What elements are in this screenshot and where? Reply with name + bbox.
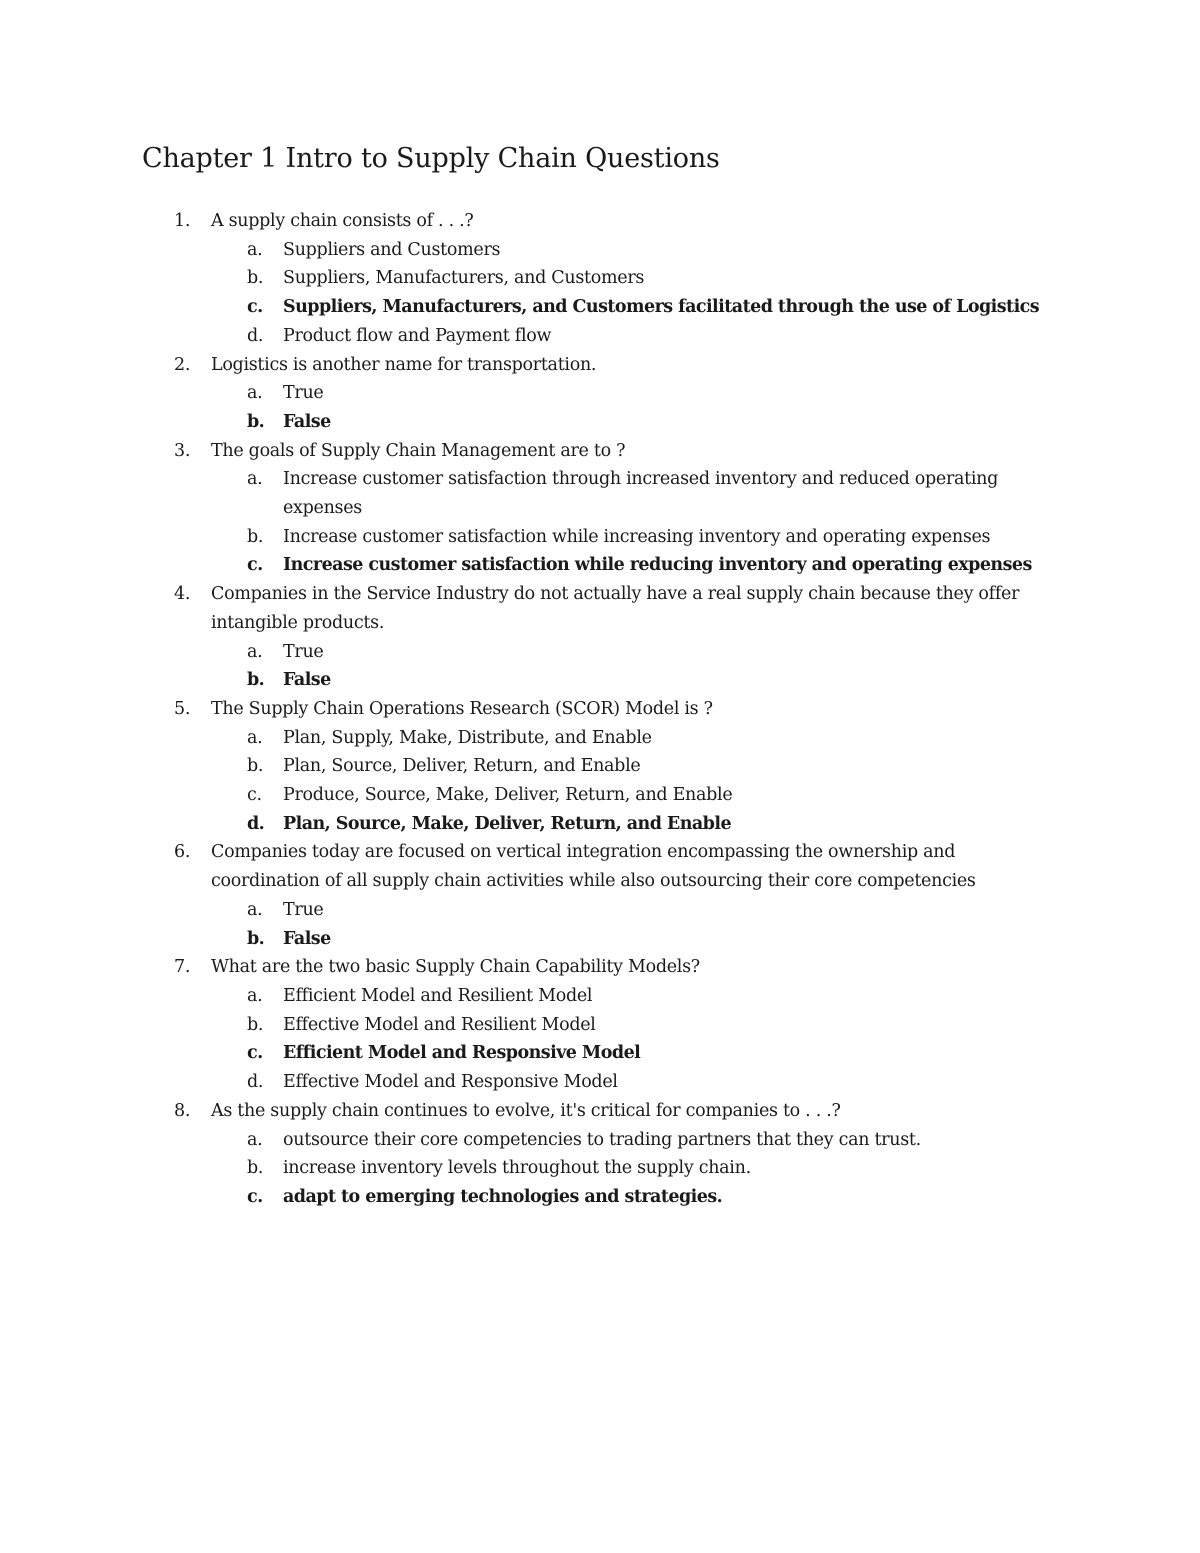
question-row <box>0 351 1200 380</box>
answer-option-correct <box>0 1039 1200 1068</box>
option-text: True <box>283 641 324 662</box>
question-text: The Supply Chain Operations Research (SCOR) Model is ? <box>211 698 713 719</box>
question-text: What are the two basic Supply Chain Capability Models? <box>211 957 700 978</box>
option-letter: b. <box>247 1014 264 1035</box>
answer-options <box>0 1126 1200 1212</box>
question-number: 2. <box>174 354 191 375</box>
answer-options <box>0 982 1200 1097</box>
option-letter: b. <box>247 1158 264 1179</box>
question-item <box>0 580 1200 695</box>
answer-options <box>0 236 1200 351</box>
question-row <box>0 838 1200 895</box>
question-text: A supply chain consists of . . .? <box>211 211 474 231</box>
answer-option-correct <box>0 810 1200 839</box>
option-letter: b. <box>247 268 264 289</box>
question-text: Companies today are focused on vertical integration encompassing the ownership and coordination of all supply chain activities while also outsourcing their core competencies <box>211 842 976 892</box>
question-text: The goals of Supply Chain Management are to ? <box>211 440 626 461</box>
option-letter: d. <box>247 325 264 346</box>
question-row <box>0 953 1200 982</box>
question-list <box>0 207 1200 1212</box>
option-text: Suppliers, Manufacturers, and Customers <box>283 268 645 289</box>
option-letter: a. <box>247 641 263 662</box>
question-text: Logistics is another name for transportation. <box>211 354 597 375</box>
answer-option <box>0 982 1200 1011</box>
option-text: Product flow and Payment flow <box>283 325 552 346</box>
option-text: Plan, Supply, Make, Distribute, and Enable <box>283 727 652 748</box>
answer-options <box>0 638 1200 695</box>
answer-options <box>0 465 1200 580</box>
answer-option-correct <box>0 666 1200 695</box>
question-number: 6. <box>174 842 191 863</box>
answer-option-correct <box>0 551 1200 580</box>
option-letter: b. <box>247 928 265 949</box>
option-letter: d. <box>247 1072 264 1093</box>
option-text: False <box>283 928 331 949</box>
question-number: 7. <box>174 957 191 978</box>
answer-option <box>0 465 1200 522</box>
question-item <box>0 351 1200 437</box>
option-text: True <box>283 899 324 920</box>
question-number: 3. <box>174 440 191 461</box>
question-row <box>0 207 1200 236</box>
option-text: Increase customer satisfaction while reducing inventory and operating expenses <box>283 555 1032 576</box>
answer-option <box>0 1011 1200 1040</box>
answer-option <box>0 264 1200 293</box>
answer-option-correct <box>0 293 1200 322</box>
answer-option <box>0 896 1200 925</box>
answer-option <box>0 638 1200 667</box>
answer-options <box>0 379 1200 436</box>
option-text: Produce, Source, Make, Deliver, Return, and Enable <box>283 785 733 806</box>
option-letter: d. <box>247 813 265 834</box>
option-letter: a. <box>247 383 263 404</box>
option-text: Effective Model and Resilient Model <box>283 1014 596 1035</box>
answer-option <box>0 781 1200 810</box>
question-text: Companies in the Service Industry do not actually have a real supply chain because they offer intangible products. <box>211 584 1020 633</box>
question-item <box>0 1097 1200 1212</box>
option-letter: b. <box>247 756 264 777</box>
question-item <box>0 838 1200 953</box>
option-text: Increase customer satisfaction through increased inventory and reduced operating expenses <box>283 469 999 519</box>
option-text: True <box>283 383 324 404</box>
answer-option <box>0 322 1200 351</box>
answer-option <box>0 724 1200 753</box>
option-text: Plan, Source, Make, Deliver, Return, and Enable <box>283 813 732 834</box>
page-title: Chapter 1 Intro to Supply Chain Questions <box>142 143 720 174</box>
question-row <box>0 580 1200 637</box>
answer-option-correct <box>0 408 1200 437</box>
option-text: Increase customer satisfaction while increasing inventory and operating expenses <box>283 526 991 547</box>
question-item <box>0 953 1200 1097</box>
option-letter: b. <box>247 526 264 547</box>
option-letter: a. <box>247 727 263 748</box>
option-letter: c. <box>247 1043 263 1064</box>
answer-options <box>0 896 1200 953</box>
answer-options <box>0 724 1200 839</box>
option-text: Efficient Model and Responsive Model <box>283 1043 641 1064</box>
answer-option <box>0 379 1200 408</box>
option-text: False <box>283 411 331 432</box>
option-text: outsource their core competencies to trading partners that they can trust. <box>283 1129 921 1150</box>
option-letter: a. <box>247 1129 263 1150</box>
option-letter: c. <box>247 1186 263 1207</box>
option-text: increase inventory levels throughout the supply chain. <box>283 1158 751 1179</box>
question-number: 8. <box>174 1100 191 1121</box>
option-letter: a. <box>247 985 263 1006</box>
question-number: 4. <box>174 584 191 605</box>
question-number: 5. <box>174 698 191 719</box>
question-text: As the supply chain continues to evolve, it's critical for companies to . . .? <box>211 1100 841 1121</box>
option-text: Suppliers and Customers <box>283 239 501 260</box>
option-text: Effective Model and Responsive Model <box>283 1072 618 1093</box>
option-text: Suppliers, Manufacturers, and Customers facilitated through the use of Logistics <box>283 297 1040 318</box>
question-row <box>0 1097 1200 1126</box>
option-letter: c. <box>247 555 263 576</box>
question-row <box>0 695 1200 724</box>
answer-option-correct <box>0 925 1200 954</box>
option-text: Plan, Source, Deliver, Return, and Enable <box>283 756 641 777</box>
option-letter: a. <box>247 239 263 260</box>
answer-option <box>0 1068 1200 1097</box>
option-letter: b. <box>247 411 265 432</box>
answer-option <box>0 236 1200 265</box>
option-letter: c. <box>247 297 263 318</box>
answer-option <box>0 752 1200 781</box>
answer-option <box>0 1154 1200 1183</box>
option-letter: c. <box>247 785 262 806</box>
option-letter: a. <box>247 899 263 920</box>
question-item <box>0 437 1200 581</box>
question-row <box>0 437 1200 466</box>
option-letter: a. <box>247 469 263 490</box>
option-text: adapt to emerging technologies and strategies. <box>283 1186 723 1207</box>
answer-option-correct <box>0 1183 1200 1212</box>
option-text: Efficient Model and Resilient Model <box>283 985 593 1006</box>
question-item <box>0 695 1200 839</box>
question-number: 1. <box>174 211 191 231</box>
question-item <box>0 207 1200 351</box>
answer-option <box>0 523 1200 552</box>
option-letter: b. <box>247 670 265 691</box>
option-text: False <box>283 670 331 691</box>
answer-option <box>0 1126 1200 1155</box>
